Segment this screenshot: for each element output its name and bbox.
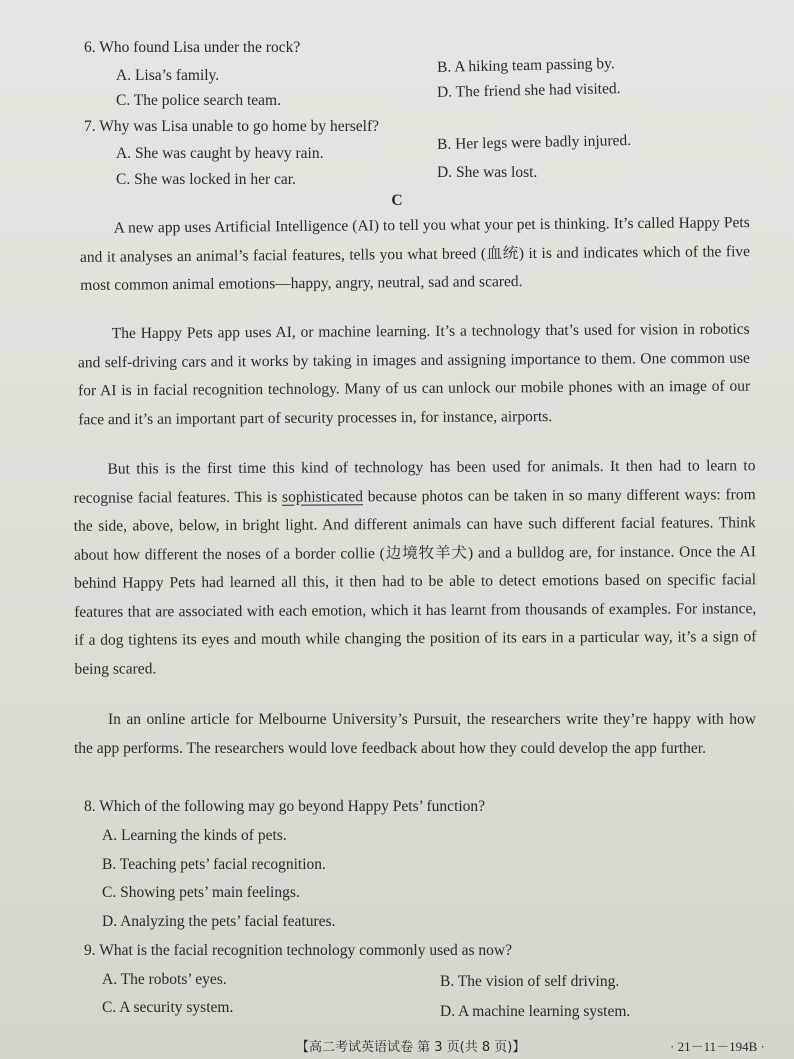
passage-paragraph-1: A new app uses Artificial Intelligence (AI) to tell you what your pet is thinking. It’s called Happy Pets and it analyses an animal’s facial features, tells you what breed (血统) it is and indicates which of the five most common animal emotions—happy, angry, neutral, sad and scared.: [79, 214, 751, 294]
q9-option-b: B. The vision of self driving.: [440, 973, 620, 990]
page-footer: 【高二考试英语试卷 第 3 页(共 8 页)】: [296, 1040, 526, 1055]
q9-option-d: D. A machine learning system.: [440, 1003, 631, 1020]
passage-paragraph-2: The Happy Pets app uses AI, or machine learning. It’s a technology that’s used for vision in robotics and self-driving cars and it works by taking in images and assigning importance to them. One common use for AI is in facial recognition technology. Many of us can unlock our mobile phones with an image of our face and it’s an important part of security processes in, for instance, airports.: [77, 320, 751, 428]
q7-option-c: C. She was locked in her car.: [116, 171, 296, 188]
q7-stem: 7. Why was Lisa unable to go home by herself?: [84, 118, 379, 135]
q7-option-b: B. Her legs were badly injured.: [436, 131, 632, 154]
paper-code: · 21－11－194B ·: [670, 1039, 765, 1054]
q8-option-a: A. Learning the kinds of pets.: [102, 827, 287, 844]
q7-option-a: A. She was caught by heavy rain.: [116, 145, 324, 162]
q8-option-d: D. Analyzing the pets’ facial features.: [102, 913, 336, 930]
q6-stem: 6. Who found Lisa under the rock?: [84, 39, 301, 56]
section-heading: C: [391, 192, 403, 209]
q6-option-b: B. A hiking team passing by.: [436, 55, 615, 76]
underlined-word: sophisticated: [281, 487, 364, 506]
passage-paragraph-4: In an online article for Melbourne University’s Pursuit, the researchers write they’re happy with how the app performs. The researchers would love feedback about how they could develop the app further.: [74, 711, 756, 757]
q6-option-a: A. Lisa’s family.: [116, 67, 220, 84]
passage-paragraph-3: But this is the first time this kind of technology has been used for animals. It then had to learn to recognise facial features. This is sophisticated because photos can be taken in so many different ways: from the side, above, below, in bright light. And different animals can have such different facial features. Think about how different the noses of a border collie (边境牧羊犬) and a bulldog are, for instance. Once the AI behind Happy Pets had learned all this, it then had to be able to detect emotions based on specific facial features that are associated with each emotion, which it has learnt from thousands of examples. For instance, if a dog tightens its eyes and mouth while changing the position of its ears in a particular way, it’s a sign of being scared.: [73, 457, 757, 678]
q6-option-c: C. The police search team.: [116, 92, 281, 109]
q6-option-d: D. The friend she had visited.: [436, 80, 621, 101]
q9-option-a: A. The robots’ eyes.: [102, 971, 227, 988]
q9-stem: 9. What is the facial recognition technology commonly used as now?: [84, 942, 513, 959]
q8-stem: 8. Which of the following may go beyond Happy Pets’ function?: [84, 798, 486, 815]
q9-option-c: C. A security system.: [102, 999, 234, 1016]
q7-option-d: D. She was lost.: [437, 164, 538, 181]
q8-option-b: B. Teaching pets’ facial recognition.: [102, 856, 326, 873]
q8-option-c: C. Showing pets’ main feelings.: [102, 884, 300, 901]
